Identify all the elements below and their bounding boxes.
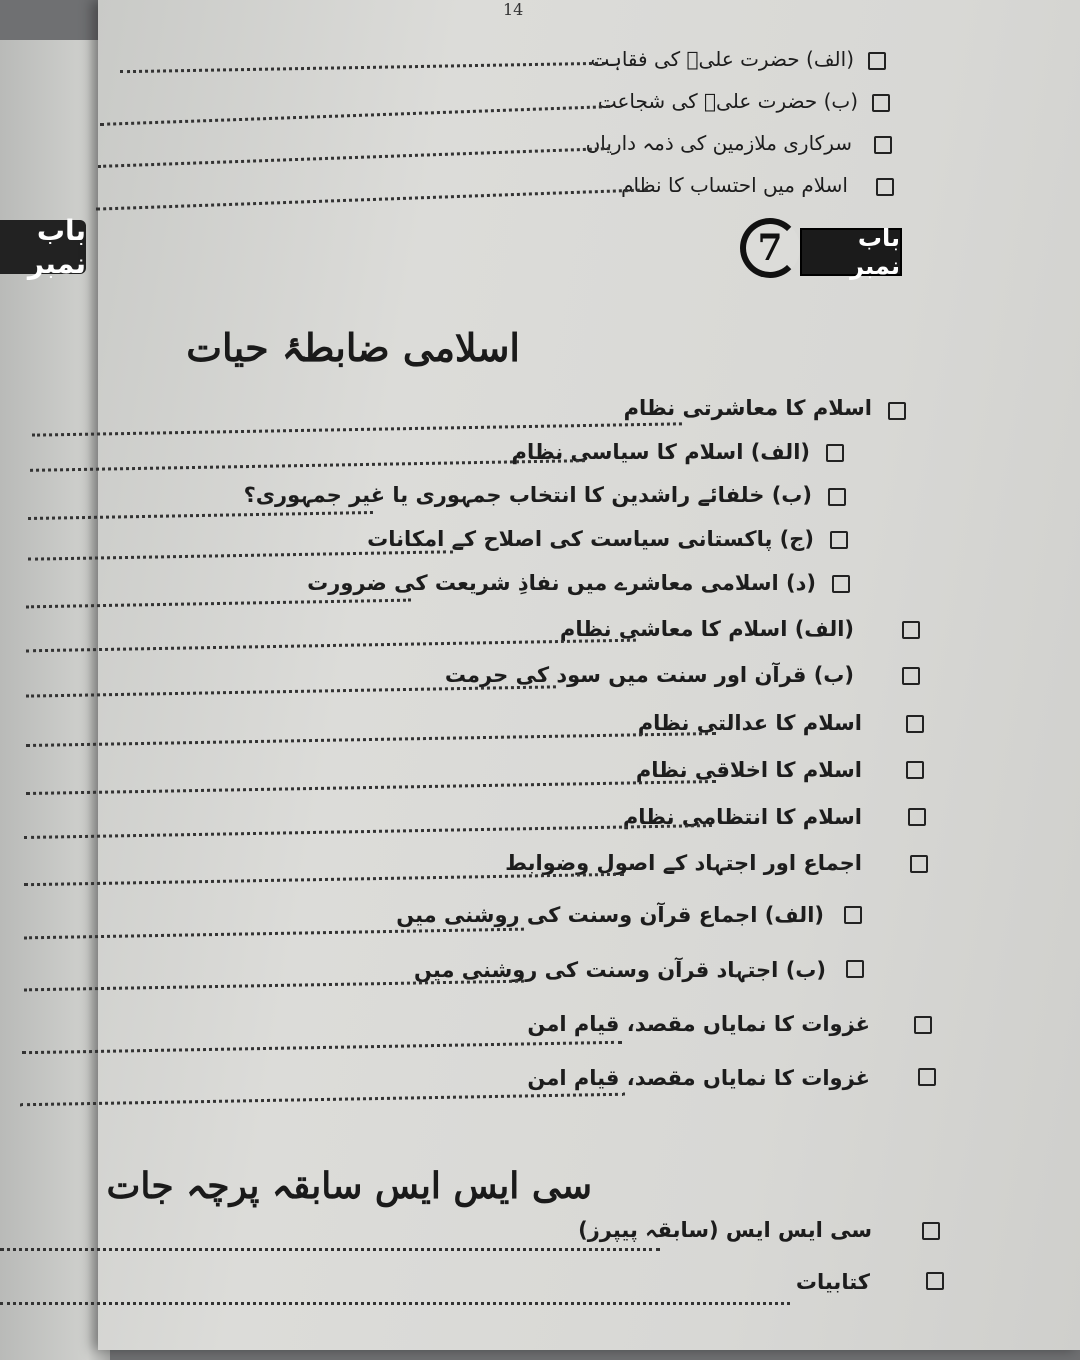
list-item: (ب) خلفائے راشدین کا انتخاب جمہوری یا غیر جمہوری؟ [243,483,812,507]
list-item: اجماع اور اجتہاد کے اصول وضوابط [505,851,862,875]
top-item-1: (الف) حضرت علیؓ کی فقاہت [590,47,854,71]
list-item: (الف) اسلام کا سیاسی نظام [511,440,810,464]
checkbox[interactable] [826,444,844,462]
checkbox[interactable] [844,906,862,924]
checkbox[interactable] [906,715,924,733]
checkbox[interactable] [922,1222,940,1240]
list-item: غزوات کا نمایاں مقصد، قیام امن [527,1066,870,1090]
list-item: اسلام کا اخلاقی نظام [635,758,862,782]
section-title: سی ایس ایس سابقہ پرچہ جات [106,1165,592,1207]
top-item-2: (ب) حضرت علیؓ کی شجاعت [597,89,858,113]
top-item-3: سرکاری ملازمین کی ذمہ داریاں [585,131,852,155]
checkbox[interactable] [906,761,924,779]
list-item: اسلام کا معاشرتی نظام [623,396,872,420]
chapter-label: باب نمبر [800,228,902,276]
list-item: کتابیات [795,1270,870,1294]
page-number: 14 [503,0,524,19]
list-item: (الف) اجماع قرآن وسنت کی روشنی میں [396,903,824,927]
checkbox[interactable] [846,960,864,978]
leader-dots [0,1248,660,1251]
checkbox[interactable] [902,621,920,639]
chapter-badge [740,218,902,280]
checkbox[interactable] [888,402,906,420]
checkbox[interactable] [832,575,850,593]
list-item: (ب) اجتہاد قرآن وسنت کی روشنی میں [413,958,826,982]
list-item: (د) اسلامی معاشرے میں نفاذِ شریعت کی ضرورت [307,571,816,595]
checkbox[interactable] [926,1272,944,1290]
checkbox[interactable] [830,531,848,549]
top-item-4: اسلام میں احتساب کا نظام [621,173,848,197]
checkbox[interactable] [874,136,892,154]
left-page [0,40,110,1360]
checkbox[interactable] [908,808,926,826]
list-item: غزوات کا نمایاں مقصد، قیام امن [527,1012,870,1036]
list-item: (ب) قرآن اور سنت میں سود کی حرمت [444,663,854,687]
checkbox[interactable] [828,488,846,506]
checkbox[interactable] [872,94,890,112]
chapter-number-circle [740,218,800,278]
list-item: اسلام کا انتظامی نظام [622,805,862,829]
list-item: (الف) اسلام کا معاشی نظام [559,617,854,641]
checkbox[interactable] [902,667,920,685]
chapter-number: 7 [757,227,783,269]
list-item: سی ایس ایس (سابقہ پیپرز) [578,1218,872,1242]
left-chapter-strip: باب نمبر [0,220,86,274]
list-item: (ج) پاکستانی سیاست کی اصلاح کے امکانات [367,527,814,551]
section-title: اسلامی ضابطۂ حیات [186,325,520,370]
checkbox[interactable] [876,178,894,196]
leader-dots [0,1302,790,1305]
checkbox[interactable] [868,52,886,70]
checkbox[interactable] [918,1068,936,1086]
list-item: اسلام کا عدالتی نظام [637,711,862,735]
checkbox[interactable] [910,855,928,873]
checkbox[interactable] [914,1016,932,1034]
